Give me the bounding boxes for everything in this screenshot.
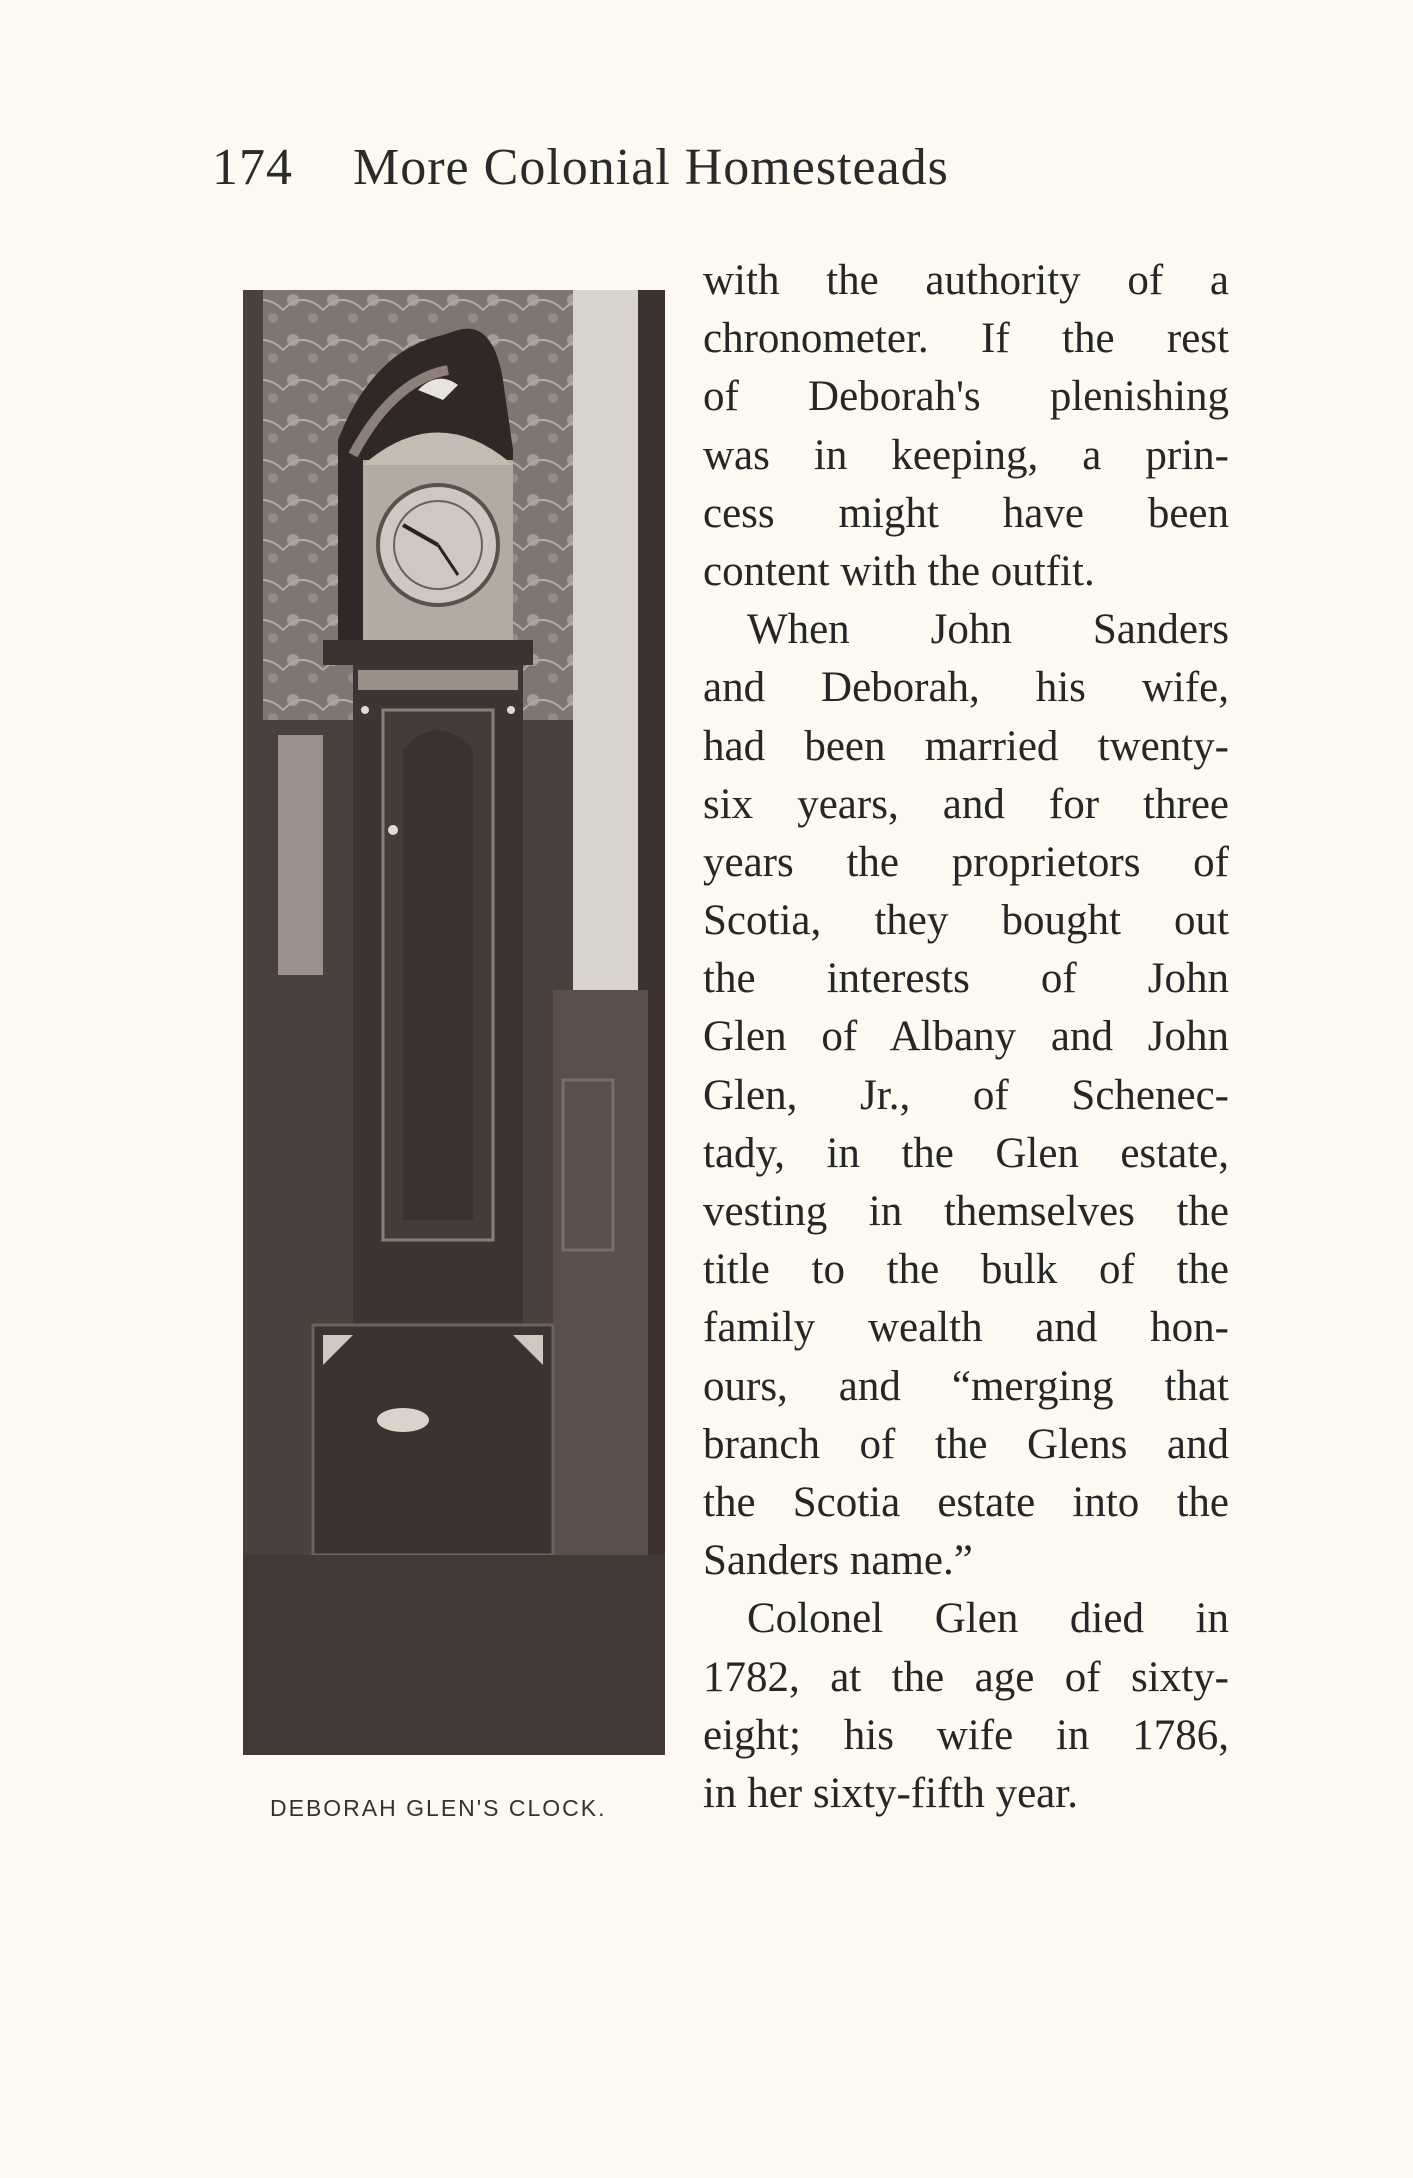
text-line: title to the bulk of the bbox=[703, 1246, 1229, 1294]
text-line: Colonel Glen died in bbox=[747, 1595, 1229, 1643]
text-line: branch of the Glens and bbox=[703, 1420, 1229, 1468]
running-title: More Colonial Homesteads bbox=[353, 139, 949, 196]
text-line: Glen of Albany and John bbox=[703, 1013, 1229, 1061]
text-line: years the proprietors of bbox=[703, 838, 1229, 886]
text-line: the Scotia estate into the bbox=[703, 1478, 1229, 1526]
text-line: eight; his wife in 1786, bbox=[703, 1711, 1229, 1759]
text-line: and Deborah, his wife, bbox=[703, 664, 1229, 712]
text-line: When John Sanders bbox=[747, 606, 1229, 654]
text-line: was in keeping, a prin- bbox=[703, 431, 1229, 479]
clock-photograph bbox=[243, 290, 665, 1755]
text-line: chronometer. If the rest bbox=[703, 315, 1229, 363]
text-line: had been married twenty- bbox=[703, 722, 1229, 770]
text-line: Sanders name.” bbox=[703, 1537, 973, 1585]
text-line: cess might have been bbox=[703, 489, 1229, 537]
text-line: the interests of John bbox=[703, 955, 1229, 1003]
text-line: Glen, Jr., of Schenec- bbox=[703, 1071, 1229, 1119]
text-line: tady, in the Glen estate, bbox=[703, 1129, 1229, 1177]
text-line: family wealth and hon- bbox=[703, 1304, 1229, 1352]
running-header bbox=[212, 138, 949, 197]
grandfather-clock-illustration bbox=[243, 290, 665, 1755]
text-line: ours, and “merging that bbox=[703, 1362, 1229, 1410]
body-text-column bbox=[703, 252, 1229, 1823]
text-line: of Deborah's plenishing bbox=[703, 373, 1229, 421]
text-line: Scotia, they bought out bbox=[703, 897, 1229, 945]
text-line: 1782, at the age of sixty- bbox=[703, 1653, 1229, 1701]
text-line: vesting in themselves the bbox=[703, 1188, 1229, 1235]
page-number: 174 bbox=[212, 139, 293, 196]
text-line: content with the outfit. bbox=[703, 547, 1095, 595]
figure-caption: DEBORAH GLEN'S CLOCK. bbox=[270, 1795, 607, 1821]
text-line: with the authority of a bbox=[703, 257, 1229, 304]
text-line: in her sixty-fifth year. bbox=[703, 1769, 1078, 1817]
text-line: six years, and for three bbox=[703, 780, 1229, 828]
